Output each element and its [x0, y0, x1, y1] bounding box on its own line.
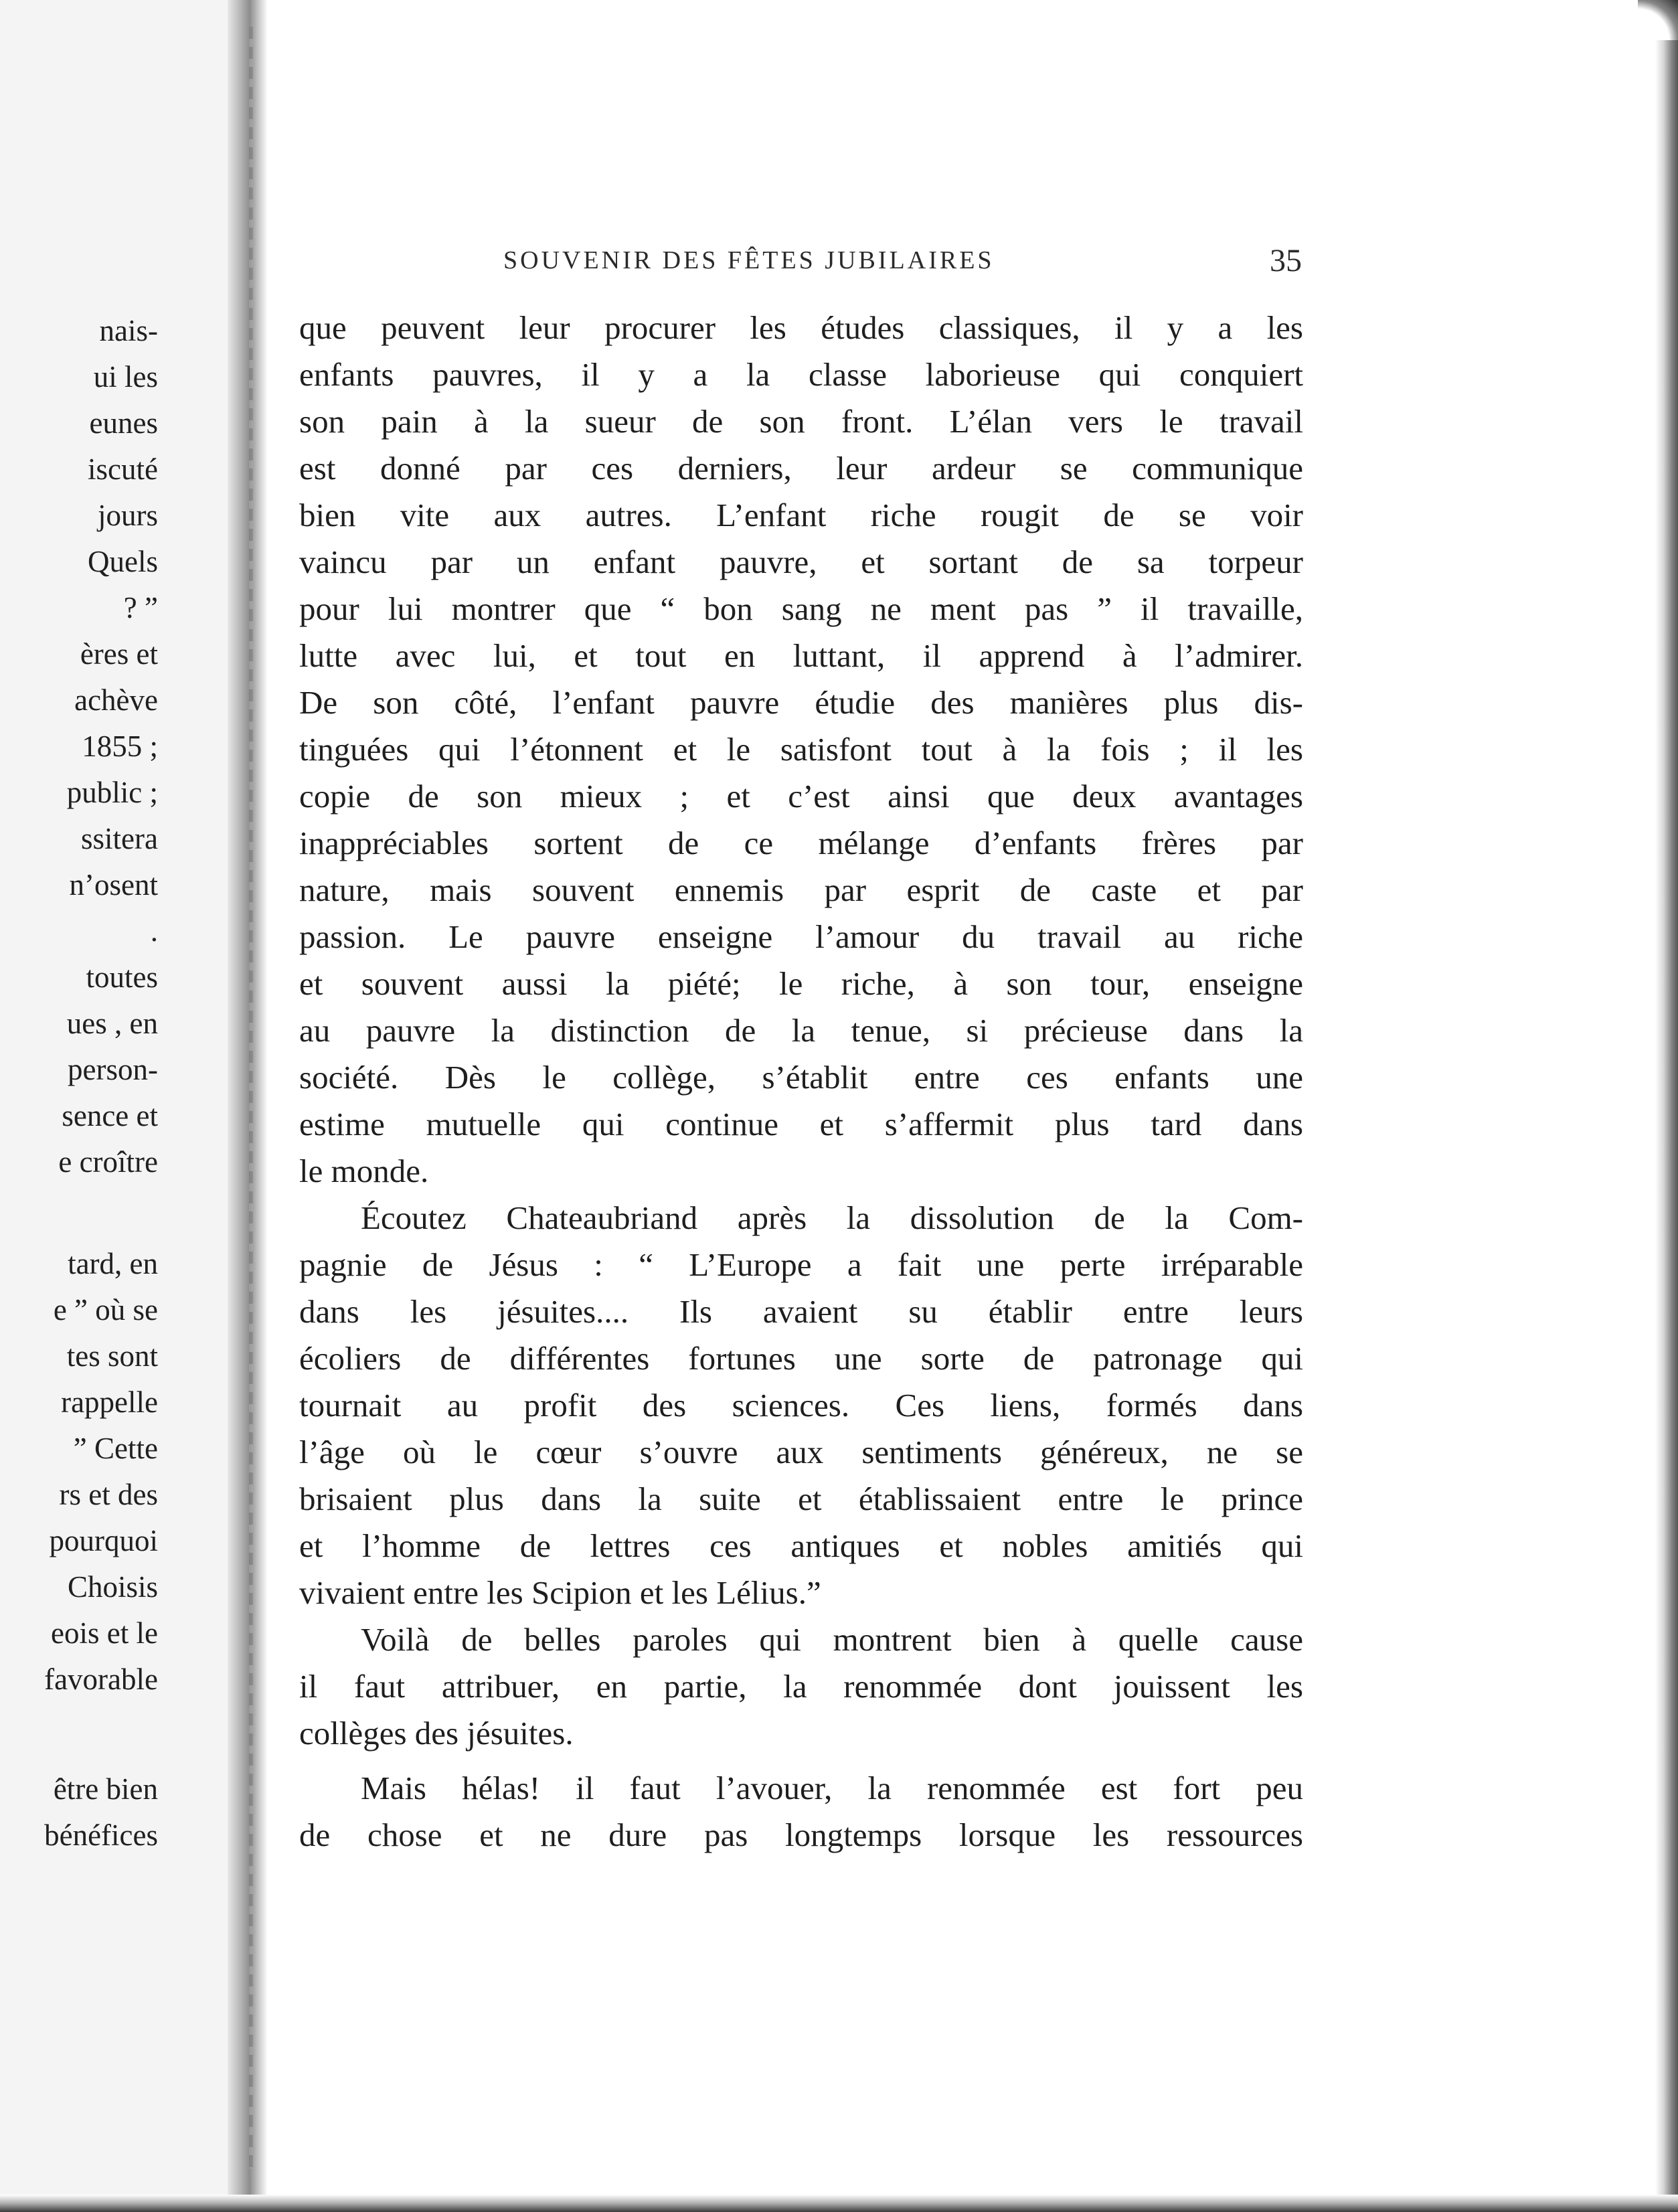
text-line [299, 820, 1303, 867]
text-line [299, 398, 1303, 445]
text-line-content: écoliers de différentes fortunes une sorte de patronage qui [299, 1340, 1303, 1377]
left-page-line: tes sont [66, 1339, 158, 1373]
text-line [299, 1812, 1303, 1859]
text-line-content: Mais hélas! il faut l’avouer, la renommée est fort peu [361, 1770, 1303, 1806]
text-line-content: Écoutez Chateaubriand après la dissolution de la Com- [361, 1199, 1303, 1236]
text-line-content: pagnie de Jésus : “ L’Europe a fait une perte irréparable [299, 1246, 1303, 1283]
text-line [299, 914, 1303, 960]
page-number: 35 [1270, 243, 1302, 278]
left-page-line: nais- [99, 314, 158, 347]
text-line-content: brisaient plus dans la suite et établissaient entre le prince [299, 1480, 1303, 1517]
left-page-line: pourquoi [49, 1524, 158, 1557]
left-page-line: ères et [80, 637, 158, 671]
text-line [299, 305, 1303, 351]
left-page-line: . [150, 914, 158, 948]
text-line [299, 679, 1303, 726]
text-line-content: et souvent aussi la piété; le riche, à son tour, enseigne [299, 965, 1303, 1002]
text-line-content: De son côté, l’enfant pauvre étudie des manières plus dis- [299, 684, 1303, 721]
text-line-content: tinguées qui l’étonnent et le satisfont tout à la fois ; il les [299, 731, 1303, 768]
text-line [299, 1148, 1303, 1195]
text-line [299, 1616, 1303, 1663]
left-page-line: ” Cette [73, 1432, 158, 1465]
text-line-content: Voilà de belles paroles qui montrent bien à quelle cause [361, 1621, 1303, 1658]
right-page-edge [1655, 0, 1678, 2212]
left-page-line: tard, en [68, 1247, 158, 1280]
text-line [299, 1382, 1303, 1429]
text-line [299, 867, 1303, 914]
text-line [299, 1663, 1303, 1710]
text-line-content: tournait au profit des sciences. Ces liens, formés dans [299, 1387, 1303, 1424]
text-line-content: lutte avec lui, et tout en luttant, il apprend à l’admirer. [299, 637, 1303, 674]
text-line-content: il faut attribuer, en partie, la renommée dont jouissent les [299, 1668, 1303, 1705]
text-line-content: inappréciables sortent de ce mélange d’enfants frères par [299, 825, 1303, 861]
text-line [299, 1710, 1303, 1757]
left-page-line: public ; [66, 776, 158, 809]
left-page-line: achève [74, 683, 158, 717]
text-line [299, 351, 1303, 398]
text-line [299, 1523, 1303, 1569]
left-page-line: être bien [53, 1772, 158, 1806]
text-line-content: pour lui montrer que “ bon sang ne ment pas ” il travaille, [299, 590, 1303, 627]
left-page-line: ui les [93, 360, 158, 394]
text-line-content: de chose et ne dure pas longtemps lorsque les ressources [299, 1816, 1303, 1853]
text-line-content: bien vite aux autres. L’enfant riche rougit de se voir [299, 497, 1303, 533]
left-page-line: ? ” [123, 591, 158, 624]
left-page-line: person- [68, 1053, 158, 1086]
text-line [299, 1476, 1303, 1523]
left-page-line: jours [98, 499, 158, 532]
text-line [299, 1101, 1303, 1148]
left-page-line: Choisis [67, 1570, 158, 1604]
text-line-content: l’âge où le cœur s’ouvre aux sentiments généreux, ne se [299, 1434, 1303, 1470]
text-line-content: estime mutuelle qui continue et s’affermit plus tard dans [299, 1106, 1303, 1142]
left-facing-page [0, 0, 249, 2212]
text-line-content: le monde. [299, 1153, 429, 1189]
page-corner [1638, 0, 1678, 40]
text-line [299, 1765, 1303, 1812]
left-page-line: eunes [89, 406, 158, 440]
book-gutter [228, 0, 268, 2212]
text-line-content: nature, mais souvent ennemis par esprit de caste et par [299, 871, 1303, 908]
text-line-content: dans les jésuites.... Ils avaient su établir entre leurs [299, 1293, 1303, 1330]
bottom-page-edge [0, 2195, 1678, 2212]
text-line [299, 445, 1303, 492]
body-text [299, 305, 1303, 1859]
text-line-content: est donné par ces derniers, leur ardeur se communique [299, 450, 1303, 487]
left-page-line: e croître [58, 1145, 158, 1179]
text-line [299, 586, 1303, 632]
text-line-content: enfants pauvres, il y a la classe laborieuse qui conquiert [299, 356, 1303, 393]
text-line [299, 1195, 1303, 1242]
text-line-content: vivaient entre les Scipion et les Lélius.” [299, 1574, 821, 1611]
left-page-line: sence et [62, 1099, 158, 1132]
left-page-line: eois et le [51, 1616, 158, 1650]
text-line-content: passion. Le pauvre enseigne l’amour du travail au riche [299, 918, 1303, 955]
left-page-line: 1855 ; [82, 730, 158, 763]
gutter-shadow [249, 27, 253, 2168]
text-line [299, 726, 1303, 773]
text-line-content: collèges des jésuites. [299, 1715, 574, 1752]
text-line [299, 632, 1303, 679]
text-line-content: et l’homme de lettres ces antiques et nobles amitiés qui [299, 1527, 1303, 1564]
text-line [299, 960, 1303, 1007]
text-line [299, 1429, 1303, 1476]
text-line [299, 1288, 1303, 1335]
text-line-content: que peuvent leur procurer les études classiques, il y a les [299, 309, 1303, 346]
text-line [299, 539, 1303, 586]
text-line [299, 492, 1303, 539]
text-line [299, 1242, 1303, 1288]
running-header: SOUVENIR DES FÊTES JUBILAIRES [503, 246, 995, 274]
left-page-line: rs et des [59, 1478, 158, 1511]
text-line [299, 1335, 1303, 1382]
text-line-content: copie de son mieux ; et c’est ainsi que deux avantages [299, 778, 1303, 815]
left-page-line: Quels [88, 545, 158, 578]
left-page-line: iscuté [88, 452, 158, 486]
text-line-content: vaincu par un enfant pauvre, et sortant de sa torpeur [299, 543, 1303, 580]
text-line [299, 1569, 1303, 1616]
left-page-line: ues , en [66, 1007, 158, 1040]
left-page-line: bénéfices [44, 1818, 158, 1852]
text-line [299, 1054, 1303, 1101]
left-page-line: n’osent [69, 868, 158, 902]
text-line-content: au pauvre la distinction de la tenue, si précieuse dans la [299, 1012, 1303, 1049]
left-page-line: e ” où se [53, 1293, 158, 1327]
text-line-content: société. Dès le collège, s’établit entre ces enfants une [299, 1059, 1303, 1096]
left-page-line: rappelle [61, 1385, 158, 1419]
text-line [299, 773, 1303, 820]
left-page-line: favorable [44, 1663, 158, 1696]
text-line [299, 1007, 1303, 1054]
left-page-line: toutes [86, 960, 158, 994]
left-page-line: ssitera [81, 822, 158, 855]
text-line-content: son pain à la sueur de son front. L’élan vers le travail [299, 403, 1303, 440]
